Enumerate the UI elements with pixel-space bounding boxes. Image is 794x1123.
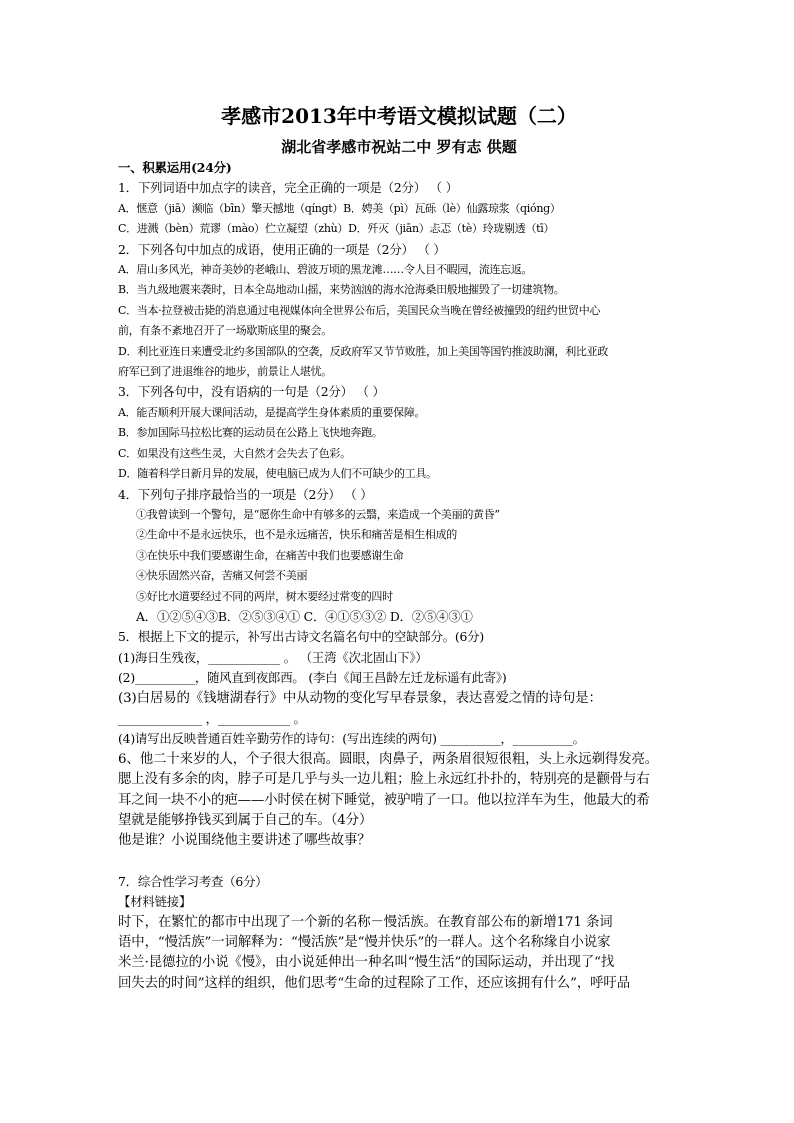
sentence-line: ①我曾读到一个警句，是“愿你生命中有够多的云翳，来造成一个美丽的黄昏” (136, 507, 500, 521)
passage-line: 望就是能够挣钱买到属于自己的车。（4分） (118, 813, 373, 828)
option-line: A．眉山多风光，神奇美妙的老峨山、碧波万顷的黑龙滩……令人目不暇园，流连忘返。 (118, 263, 533, 277)
option-line: A．能否顺利开展大课间活动，是提高学生身体素质的重要保障。 (118, 405, 426, 419)
question-4 (118, 485, 680, 628)
question-stem: 7．综合性学习考查（6分） (118, 873, 268, 889)
sentence-line: ②生命中不是永远快乐，也不是永远痛苦，快乐和痛苦是相生相成的 (136, 528, 457, 542)
option-line: B．参加国际马拉松比赛的运动员在公路上飞快地奔跑。 (118, 426, 383, 440)
fill-line: (1)海日生残夜，____________ 。 （王湾《次北固山下》） (118, 649, 428, 665)
question-stem: 3．下列各句中，没有语病的一句是（2分） （ ） (118, 384, 385, 400)
option-line: C．进溅（bèn）荒谬（mào）伫立凝望（zhù）D．歼灭（jiān）忐忑（tè）玲珑剔透（tī） (118, 222, 555, 236)
question-3 (118, 382, 680, 484)
passage-line: 耳之间一块不小的疤——小时侯在树下睡觉，被驴啃了一口。他以拉洋车为生，他最大的希 (118, 792, 650, 808)
question-7 (118, 872, 680, 994)
passage-line: 语中，“慢活族”一词解释为：“慢活族”是“慢并快乐”的一群人。这个名称缘自小说家 (118, 935, 611, 951)
option-line: D．随着科学日新月异的发展，使电脑已成为人们不可缺少的工具。 (118, 467, 437, 481)
question-stem: 2．下列各句中加点的成语，使用正确的一项是（2分） （ ） (118, 241, 446, 257)
option-line: C．如果没有这些生灵，大自然才会失去了色彩。 (118, 446, 351, 460)
spacer (118, 852, 680, 872)
fill-line: (4)请写出反映普通百姓辛勤劳作的诗句：(写出连续的两句) __________，__________。 (118, 731, 585, 747)
passage-line: 他是谁？小说围绕他主要讲述了哪些故事？ (118, 833, 371, 849)
fill-line: (3)白居易的《钱塘湖春行》中从动物的变化写早春景象，表达喜爱之情的诗句是： (118, 690, 602, 706)
sentence-line: ④快乐固然兴奋，苦痛又何尝不美丽 (136, 569, 308, 583)
question-1 (118, 178, 680, 239)
sentence-line: ⑤好比水道要经过不同的两岸，树木要经过常变的四时 (136, 589, 393, 603)
fill-line: ______________ ，____________ 。 (118, 710, 306, 726)
option-line: C．当本·拉登被击毙的消息通过电视媒体向全世界公布后，美国民众当晚在曾经被撞毁的纽约世贸中心 (118, 303, 601, 317)
passage-line: 米兰·昆德拉的小说《慢》，由小说延伸出一种名叫“慢生活”的国际运动，并出现了“找 (118, 955, 615, 971)
passage-line: 回失去的时间”这样的组织，他们思考“生命的过程除了工作，还应该拥有什么”，呼吁品 (118, 975, 630, 991)
question-stem: 5．根据上下文的提示，补写出古诗文名篇名句中的空缺部分。(6分) (118, 629, 484, 645)
exam-document (118, 100, 680, 994)
section-heading: 一、积累运用(24分) (118, 160, 232, 175)
exam-subtitle: 湖北省孝感市祝站二中 罗有志 供题 (281, 138, 517, 156)
passage-line: 时下，在繁忙的都市中出现了一个新的名称－慢活族。在教育部公布的新增171 条词 (118, 914, 613, 930)
question-2 (118, 240, 680, 383)
option-line: 前，有条不紊地召开了一场歇斯底里的聚会。 (118, 324, 332, 338)
sentence-line: ③在快乐中我们要感谢生命，在痛苦中我们也要感谢生命 (136, 548, 404, 562)
option-line: A．①②⑤④③B．②⑤③④① C．④①⑤③② D．②⑤④③① (136, 608, 473, 624)
exam-title: 孝感市2013年中考语文模拟试题（二） (221, 104, 577, 128)
question-stem: 4．下列句子排序最恰当的一项是（2分） （ ） (118, 486, 373, 502)
option-line: 府军已到了进退维谷的地步，前景让人堪忧。 (118, 365, 332, 379)
option-line: D．利比亚连日来遭受北约多国部队的空袭，反政府军又节节败胜，加上美国等国钓推波助澜，利比亚政 (118, 344, 609, 358)
option-line: B．当九级地震来袭时，日本全岛地动山摇，来势汹汹的海水沧海桑田般地摧毁了一切建筑物。 (118, 283, 565, 297)
option-line: A．惬意（jiā）濒临（bīn）擎天撼地（qínɡt）B．娉美（pì）瓦砾（lè）仙露琼浆（qióng） (118, 201, 561, 215)
fill-line: (2)__________，随风直到夜郎西。 (李白《闻王昌龄左迁龙标遥有此寄》) (118, 670, 507, 686)
material-label: 【材料链接】 (118, 894, 192, 910)
passage-line: 腮上没有多余的肉，脖子可是几乎与头一边儿粗；脸上永远红扑扑的，特别亮的是颧骨与右 (118, 772, 650, 788)
question-stem: 1．下列词语中加点字的读音，完全正确的一项是（2分） （ ） (118, 180, 458, 196)
question-5 (118, 627, 680, 749)
question-6 (118, 750, 680, 852)
passage-line: 6、他二十来岁的人，个子很大很高。圆眼，肉鼻子，两条眉很短很粗，头上永远剃得发亮。 (118, 751, 659, 767)
